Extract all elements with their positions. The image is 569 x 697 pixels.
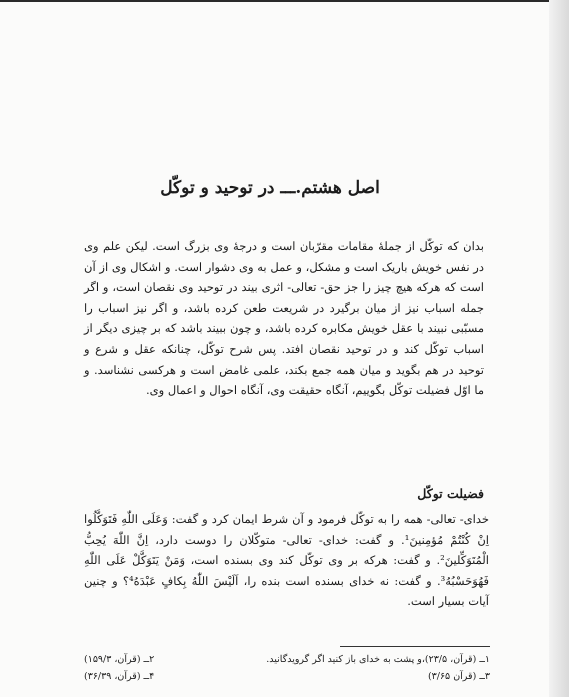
footnote-row-2 xyxy=(84,668,490,685)
footnote-2: ۲ــ (قرآن، ۱۵۹/۳) xyxy=(84,654,155,665)
footnote-row-1 xyxy=(84,651,490,668)
footnote-4: ۴ــ (قرآن، ۳۶/۳۹) xyxy=(84,671,155,682)
footnote-divider xyxy=(340,646,490,647)
page-edge xyxy=(549,0,569,697)
footnotes xyxy=(84,651,490,685)
footnote-1: ۱ــ (قرآن، ۲۳/۵)،و پشت به خدای باز کنید اگر گرویدگانید. xyxy=(266,654,490,665)
intro-paragraph: بدان که توکّل از جملهٔ مقامات مقرّبان است و درجهٔ وی بزرگ است. لیکن علم وی در نفس خویش باریک است و مشکل، و عمل به وی دشوار است. و اشکال وی از آن است که هرکه هیچ چیز را جز حق- تعالی- اثری بیند در توحید وی نقصان است، و اگر جمله اسباب نیز از میان برگیرد در شریعت طعن کرده باشد، و اگر نیز اسباب را مسبّبی نبیند با عقل خویش مکابره کرده باشد، و چون ببیند باشد که بر چیزی دیگر از اسباب توکّل کند و در توحید نقصان افتد. پس شرح توکّل، چنانکه عقل و شرع و توحید در هم بگوید و میان همه جمع بکند، علمی غامض است و هرکسی نشناسد. و ما اوّل فضیلت توکّل بگوییم، آنگاه حقیقت وی، آنگاه احوال و اعمال وی. xyxy=(84,239,484,398)
section-paragraph: خدای- تعالی- همه را به توکّل فرمود و آن شرط ایمان کرد و گفت: وَعَلَی اللّٰهِ فَتَوَکَّلُوا اِنْ کُنْتُمْ مُؤمِنینَ¹. و گفت: خدای- تعالی- متوکّلان را دوست دارد، اِنَّ اللّٰهَ یُحِبُّ الْمُتَوَکِّلینَ². و گفت: هرکه بر وی توکّل کند وی بسنده است، وَمَنْ یَتَوَکَّلْ عَلَی اللّٰهِ فَهُوَحَسْبُهُ³. و گفت: نه خدای بسنده است بنده را، اَلَیْسَ اللّٰهُ بِکافٍ عَبْدَهُ⁴؟ و چنین آیات بسیار است. xyxy=(84,512,489,609)
chapter-heading: اصل هشتم.ـــ در توحید و توکّل xyxy=(160,178,380,198)
scan-top-edge xyxy=(0,0,549,2)
footnote-3: ۳ــ (قرآن ۳/۶۵) xyxy=(427,671,490,682)
section-title: فضیلت توکّل xyxy=(417,486,484,501)
